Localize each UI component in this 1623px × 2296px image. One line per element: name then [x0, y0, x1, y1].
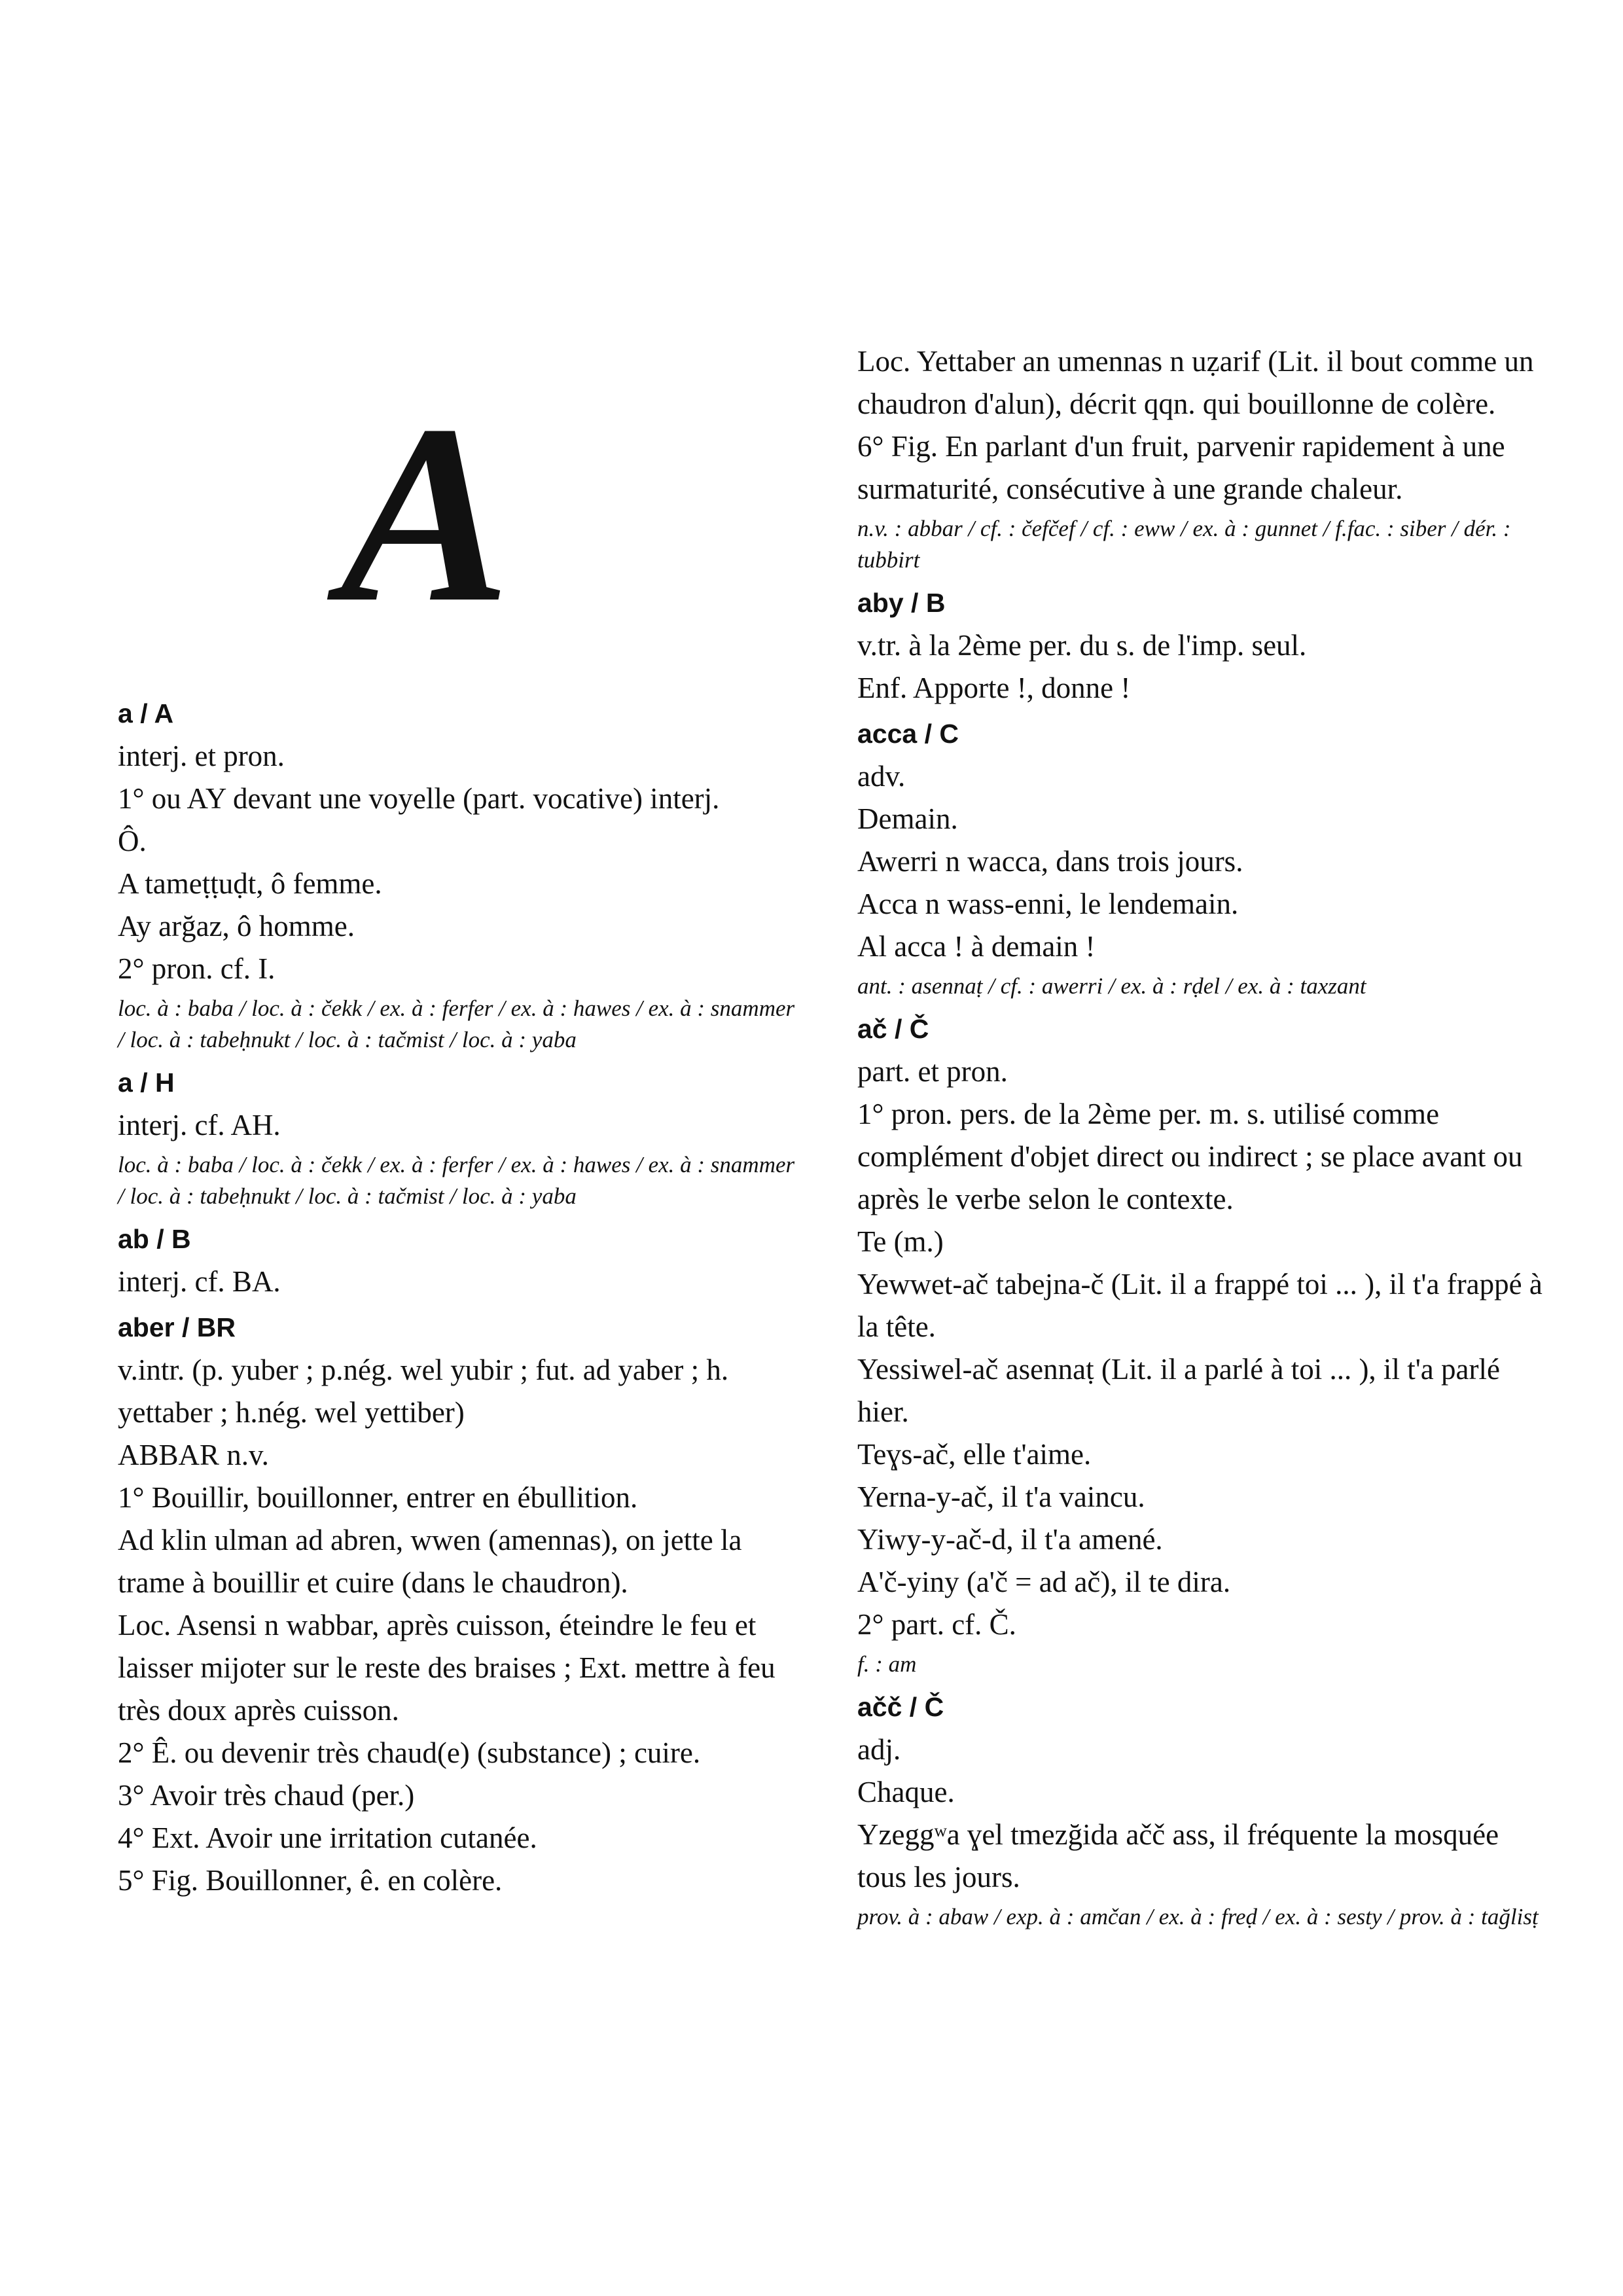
cross-references: loc. à : baba / loc. à : čekk / ex. à : ferfer / ex. à : hawes / ex. à : snammer / loc. à : tabeḥnukt / loc. à : tačmist / loc. à : yaba [118, 996, 795, 1052]
entry-line: ABBAR n.v. [118, 1439, 269, 1471]
left-column [118, 697, 802, 1902]
entry-line: 4° Ext. Avoir une irritation cutanée. [118, 1821, 537, 1854]
entry-line: 6° Fig. En parlant d'un fruit, parvenir rapidement à une surmaturité, consécutive à une grande chaleur. [857, 430, 1505, 505]
entry-line: Teɣs-ač, elle t'aime. [857, 1438, 1092, 1471]
entry-line: Yerna-y-ač, il t'a vaincu. [857, 1480, 1145, 1513]
entry-line: Demain. [857, 802, 958, 835]
entry-line: Acca n wass-enni, le lendemain. [857, 888, 1239, 920]
entry [118, 1066, 802, 1212]
headword: acca / C [857, 719, 959, 749]
headword: aby / B [857, 588, 946, 618]
entry-line: Yzeggʷa ɣel tmezğida ačč ass, il fréquente la mosquée tous les jours. [857, 1818, 1499, 1893]
entry [857, 1013, 1544, 1680]
entry-continuation [857, 340, 1544, 576]
entry-line: 3° Avoir très chaud (per.) [118, 1779, 415, 1812]
entry-line: 1° pron. pers. de la 2ème per. m. s. utilisé comme complément d'objet direct ou indirect ; se place avant ou après le verbe selon le contexte. [857, 1098, 1523, 1215]
entry-line: 2° Ê. ou devenir très chaud(e) (substance) ; cuire. [118, 1736, 701, 1769]
entry [118, 1311, 802, 1902]
entry-line: v.tr. à la 2ème per. du s. de l'imp. seul. [857, 629, 1307, 662]
entry-line: Ay arğaz, ô homme. [118, 910, 355, 942]
entry-line: interj. cf. AH. [118, 1109, 281, 1141]
entry-line: Yiwy-y-ač-d, il t'a amené. [857, 1523, 1163, 1556]
entry-line: Enf. Apporte !, donne ! [857, 672, 1131, 704]
entry-line: adv. [857, 760, 906, 793]
headword: aber / BR [118, 1312, 236, 1342]
entry-line: Yessiwel-ač asennaṭ (Lit. il a parlé à toi ... ), il t'a parlé hier. [857, 1353, 1500, 1428]
entry-line: Chaque. [857, 1776, 955, 1808]
cross-references: loc. à : baba / loc. à : čekk / ex. à : ferfer / ex. à : hawes / ex. à : snammer / loc. à : tabeḥnukt / loc. à : tačmist / loc. à : yaba [118, 1152, 795, 1209]
entry [857, 717, 1544, 1002]
cross-references: f. : am [857, 1651, 917, 1677]
entry-line: adj. [857, 1733, 901, 1766]
entry-line: Ad klin ulman ad abren, wwen (amennas), on jette la trame à bouillir et cuire (dans le chaudron). [118, 1524, 742, 1599]
cross-references: prov. à : abaw / exp. à : amčan / ex. à : freḍ / ex. à : sesty / prov. à : tağlisṭ [857, 1904, 1539, 1929]
entry [857, 586, 1544, 709]
cross-references: ant. : asennaṭ / cf. : awerri / ex. à : rḍel / ex. à : taxzant [857, 973, 1366, 999]
headword: ačč / Č [857, 1692, 944, 1722]
entry-line: 2° pron. cf. I. [118, 952, 276, 985]
headword: ač / Č [857, 1014, 929, 1044]
entry-line: Loc. Asensi n wabbar, après cuisson, éteindre le feu et laisser mijoter sur le reste des braises ; Ext. mettre à feu très doux après cuisson. [118, 1609, 776, 1727]
entry-line: A'č-yiny (a'č = ad ač), il te dira. [857, 1566, 1231, 1598]
entry [857, 1691, 1544, 1933]
entry-line: interj. cf. BA. [118, 1265, 281, 1298]
cross-references: n.v. : abbar / cf. : čefčef / cf. : eww / ex. à : gunnet / f.fac. : siber / dér. : tubbirt [857, 516, 1511, 573]
entry-line: Yewwet-ač tabejna-č (Lit. il a frappé toi ... ), il t'a frappé à la tête. [857, 1268, 1543, 1343]
section-letter: A [340, 372, 511, 655]
entry-line: 1° ou AY devant une voyelle (part. vocative) interj. [118, 782, 720, 815]
right-column [857, 340, 1544, 1943]
entry-line: part. et pron. [857, 1055, 1008, 1088]
entry-line: 2° part. cf. Č. [857, 1608, 1016, 1641]
headword: a / H [118, 1067, 175, 1098]
entry-line: v.intr. (p. yuber ; p.nég. wel yubir ; fut. ad yaber ; h. yettaber ; h.nég. wel yettiber) [118, 1354, 729, 1429]
entry-line: Te (m.) [857, 1225, 944, 1258]
entry [118, 697, 802, 1056]
entry-line: Al acca ! à demain ! [857, 930, 1096, 963]
entry-line: interj. et pron. [118, 740, 285, 772]
entry-line: Awerri n wacca, dans trois jours. [857, 845, 1243, 878]
entry-line: 1° Bouillir, bouillonner, entrer en ébullition. [118, 1481, 638, 1514]
entry-line: 5° Fig. Bouillonner, ê. en colère. [118, 1864, 503, 1897]
entry [118, 1223, 802, 1303]
entry-line: A tameṭṭuḍt, ô femme. [118, 867, 382, 900]
headword: ab / B [118, 1224, 191, 1254]
headword: a / A [118, 698, 174, 728]
entry-line: Loc. Yettaber an umennas n uẓarif (Lit. il bout comme un chaudron d'alun), décrit qqn. qui bouillonne de colère. [857, 345, 1534, 420]
entry-line: Ô. [118, 825, 147, 857]
